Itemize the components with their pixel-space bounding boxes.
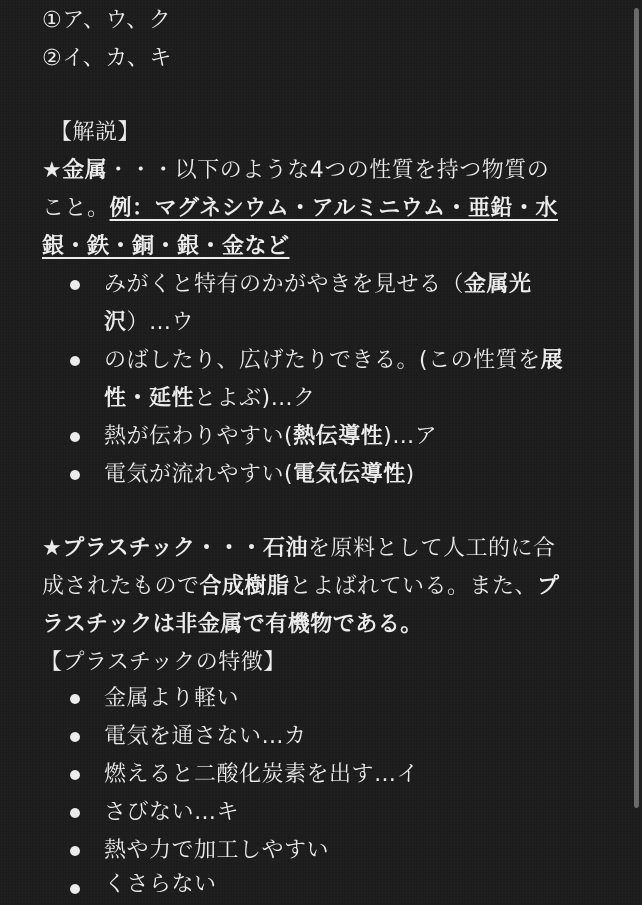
metal-line-2 bbox=[42, 194, 558, 224]
bullet-dot bbox=[70, 694, 80, 704]
property-text: ）…ウ bbox=[126, 310, 195, 335]
metal-property-2-line-1 bbox=[104, 346, 563, 376]
bullet-dot bbox=[70, 432, 80, 442]
plastic-term: ラスチックは非金属で有機物である。 bbox=[42, 612, 423, 637]
property-text: )…ア bbox=[383, 424, 438, 449]
metal-property-3 bbox=[104, 422, 437, 452]
metal-property-4 bbox=[104, 460, 415, 490]
plastic-heading-text: を原料として人工的に合 bbox=[307, 536, 556, 561]
bullet-dot bbox=[70, 356, 80, 366]
vertical-scrollbar[interactable] bbox=[634, 8, 639, 808]
metal-examples-2: 銀・鉄・銅・銀・金など bbox=[42, 234, 290, 259]
metal-examples-1: 例：マグネシウム・アルミニウム・亜鉛・水 bbox=[109, 196, 558, 221]
property-text: 熱が伝わりやすい( bbox=[104, 424, 294, 449]
plastic-heading bbox=[42, 534, 555, 564]
bullet-dot bbox=[70, 846, 80, 856]
list-item: 金属より軽い bbox=[104, 686, 240, 711]
metal-line-3 bbox=[42, 232, 290, 262]
list-item: 燃えると二酸化炭素を出す…イ bbox=[104, 762, 420, 787]
bullet-dot bbox=[70, 732, 80, 742]
plastic-heading-title: ★プラスチック・・・石油 bbox=[42, 536, 308, 561]
plastic-line-2 bbox=[42, 572, 560, 602]
property-term: 沢 bbox=[104, 310, 127, 335]
metal-heading-title: ★金属 bbox=[42, 158, 108, 183]
metal-heading bbox=[42, 156, 549, 186]
metal-line-2-text: こと。 bbox=[42, 196, 110, 221]
answer-1: ①ア、ウ、ク bbox=[42, 8, 172, 33]
answer-2: ②イ、カ、キ bbox=[42, 46, 172, 71]
list-item: さびない…キ bbox=[104, 800, 240, 825]
property-text: みがくと特有のかがやきを見せる（ bbox=[104, 272, 465, 297]
property-term: 熱伝導性 bbox=[293, 424, 384, 449]
bullet-dot bbox=[70, 470, 80, 480]
plastic-features-heading: 【プラスチックの特徴】 bbox=[40, 650, 286, 675]
list-item: くさらない bbox=[104, 872, 217, 897]
property-text: 電気が流れやすい( bbox=[104, 462, 294, 487]
list-item: 熱や力で加工しやすい bbox=[104, 838, 330, 863]
property-term: 性・延性 bbox=[104, 386, 195, 411]
property-text: のばしたり、広げたりできる。(この性質を bbox=[104, 348, 541, 373]
metal-property-2-line-2 bbox=[104, 384, 316, 414]
property-term: 金属光 bbox=[464, 272, 532, 297]
property-text: とよぶ)…ク bbox=[194, 386, 316, 411]
plastic-line-3 bbox=[42, 610, 423, 640]
bullet-dot bbox=[70, 770, 80, 780]
bullet-dot bbox=[70, 808, 80, 818]
plastic-text: とよばれている。また、 bbox=[289, 574, 538, 599]
plastic-term: 合成樹脂 bbox=[199, 574, 290, 599]
property-text: ) bbox=[405, 462, 415, 487]
property-term: 電気伝導性 bbox=[293, 462, 406, 487]
bullet-dot bbox=[70, 280, 80, 290]
property-term: 展 bbox=[540, 348, 564, 373]
kaisetsu-heading: 【解説】 bbox=[50, 120, 141, 145]
metal-property-1-line-1 bbox=[104, 270, 532, 300]
plastic-text: 成されたもので bbox=[42, 574, 200, 599]
plastic-term: プ bbox=[537, 574, 560, 599]
list-item: 電気を通さない…カ bbox=[104, 724, 307, 749]
bullet-dot bbox=[70, 884, 80, 894]
metal-property-1-line-2 bbox=[104, 308, 194, 338]
metal-heading-text: ・・・以下のような4つの性質を持つ物質の bbox=[107, 158, 550, 183]
